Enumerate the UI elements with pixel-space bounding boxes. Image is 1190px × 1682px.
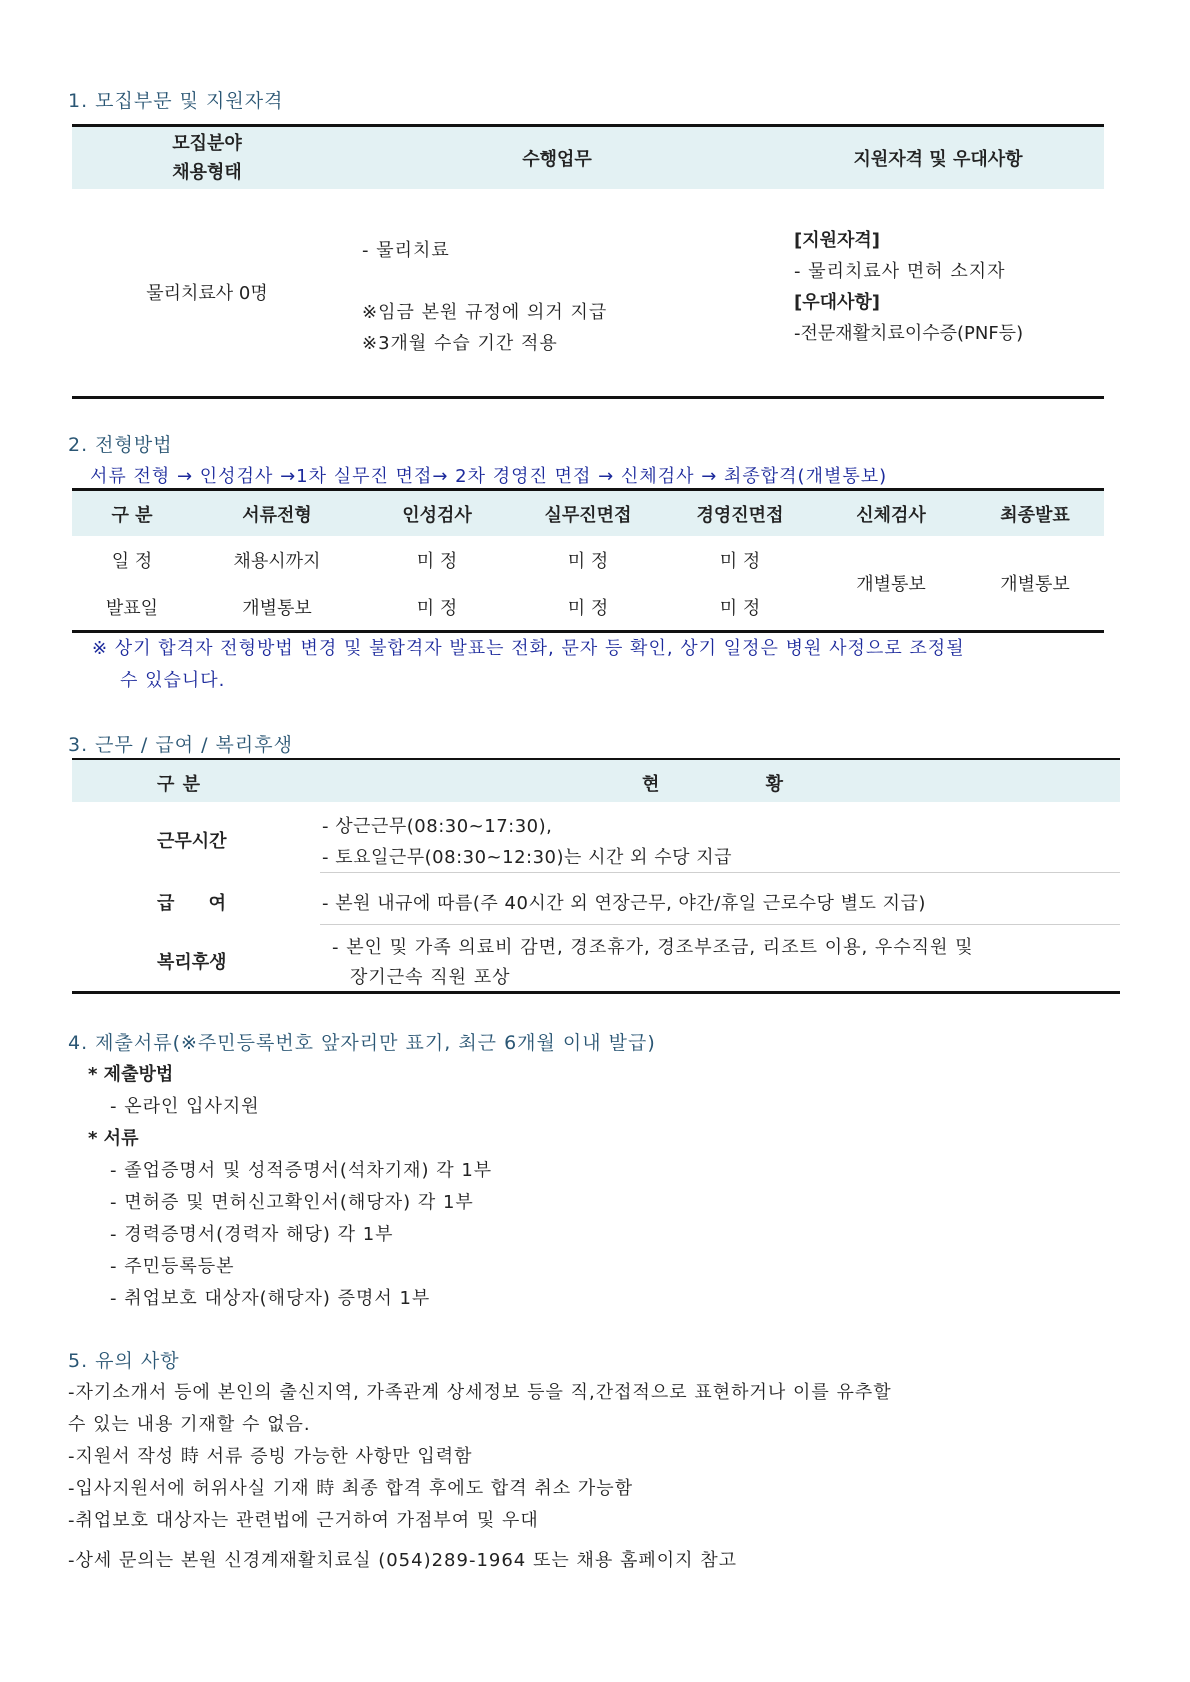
schedule-personality: 미 정 (416, 551, 458, 572)
pref-heading: [우대사항] (794, 292, 881, 313)
recruit-header-qualifications: 지원자격 및 우대사항 (772, 127, 1104, 189)
recruit-header-field (72, 127, 342, 189)
benefits-label: 복리후생 (157, 952, 227, 973)
salary-divider (320, 924, 1120, 925)
benefits-line2: 장기근속 직원 포상 (350, 967, 511, 988)
selection-header-documents: 서류전형 (192, 491, 362, 536)
work-hours-label: 근무시간 (157, 831, 227, 852)
notice-line: -자기소개서 등에 본인의 출신지역, 가족관계 상세정보 등을 직,간접적으로 표현하거나 이를 유추할 (68, 1382, 892, 1403)
section2-title: 2. 전형방법 (68, 434, 173, 456)
notice-line: -지원서 작성 時 서류 증빙 가능한 사항만 입력함 (68, 1446, 473, 1467)
salary-line1: - 본원 내규에 따름(주 40시간 외 연장근무, 야간/휴일 근로수당 별도 지급) (322, 893, 926, 914)
section3-title: 3. 근무 / 급여 / 복리후생 (68, 734, 293, 756)
selection-header-staff-interview: 실무진면접 (512, 491, 664, 536)
selection-header-personality: 인성검사 (362, 491, 512, 536)
section3-header-status: 현 황 (642, 774, 784, 795)
section3-header-bg (72, 760, 1120, 802)
selection-header-physical: 신체검사 (816, 491, 966, 536)
header-field-line1: 모집분야 (172, 133, 242, 154)
selection-row-schedule (72, 536, 1104, 584)
submission-method-heading: * 제출방법 (88, 1064, 174, 1085)
notice-line: -입사지원서에 허위사실 기재 時 최종 합격 후에도 합격 취소 가능함 (68, 1478, 634, 1499)
recruit-field: 물리치료사 0명 (146, 282, 268, 304)
selection-header-final: 최종발표 (966, 491, 1104, 536)
salary-label: 급 여 (157, 893, 227, 914)
work-hours-line1: - 상근근무(08:30~17:30), (322, 816, 553, 837)
section4-title: 4. 제출서류(※주민등록번호 앞자리만 표기, 최근 6개월 이내 발급) (68, 1032, 656, 1054)
duty-note-probation: ※3개월 수습 기간 적용 (362, 333, 558, 354)
pref-item: -전문재활치료이수증(PNF등) (794, 323, 1024, 344)
announce-personality: 미 정 (416, 598, 458, 619)
announce-exec-interview: 미 정 (719, 598, 761, 619)
selection-header-exec-interview: 경영진면접 (664, 491, 816, 536)
schedule-documents: 채용시까지 (233, 551, 321, 572)
announce-label: 발표일 (105, 598, 159, 619)
schedule-staff-interview: 미 정 (567, 551, 609, 572)
section1-title: 1. 모집부문 및 지원자격 (68, 90, 284, 112)
header-field-line2: 채용형태 (172, 162, 242, 183)
section2-bottom-rule (72, 630, 1104, 633)
section3-header-category: 구 분 (157, 774, 202, 795)
selection-table-header (72, 491, 1104, 536)
section5-title: 5. 유의 사항 (68, 1350, 180, 1372)
duty-note-wage: ※임금 본원 규정에 의거 지급 (362, 302, 608, 323)
physical-exam-merged: 개별통보 (856, 574, 926, 595)
document-item: - 경력증명서(경력자 해당) 각 1부 (110, 1224, 394, 1245)
document-item: - 주민등록등본 (110, 1256, 235, 1277)
benefits-line1: - 본인 및 가족 의료비 감면, 경조휴가, 경조부조금, 리조트 이용, 우수직원 및 (332, 937, 974, 958)
section3-bottom-rule (72, 991, 1120, 994)
selection-header-category: 구 분 (72, 491, 192, 536)
announce-staff-interview: 미 정 (567, 598, 609, 619)
work-hours-line2: - 토요일근무(08:30~12:30)는 시간 외 수당 지급 (322, 847, 733, 868)
notice-line: -취업보호 대상자는 관련법에 근거하여 가점부여 및 우대 (68, 1510, 539, 1531)
announce-documents: 개별통보 (242, 598, 312, 619)
recruit-header-duties: 수행업무 (342, 127, 772, 189)
duty-item: - 물리치료 (362, 240, 450, 261)
qual-heading: [지원자격] (794, 230, 881, 251)
recruit-duties-cell (342, 189, 772, 400)
contact-line: -상세 문의는 본원 신경계재활치료실 (054)289-1964 또는 채용 홈페이지 참고 (68, 1550, 738, 1571)
final-result-merged: 개별통보 (1000, 574, 1070, 595)
selection-note-line2: 수 있습니다. (120, 670, 226, 691)
submission-method-item: - 온라인 입사지원 (110, 1096, 260, 1117)
selection-flow: 서류 전형 → 인성검사 →1차 실무진 면접→ 2차 경영진 면접 → 신체검사 → 최종합격(개별통보) (90, 466, 888, 487)
schedule-exec-interview: 미 정 (719, 551, 761, 572)
document-item: - 취업보호 대상자(해당자) 증명서 1부 (110, 1288, 431, 1309)
selection-table (72, 491, 1104, 630)
notice-line: 수 있는 내용 기재할 수 없음. (68, 1414, 311, 1435)
work-hours-divider (320, 872, 1120, 873)
recruit-table-header (72, 127, 1104, 189)
schedule-label: 일 정 (111, 551, 153, 572)
selection-note-line1: ※ 상기 합격자 전형방법 변경 및 불합격자 발표는 전화, 문자 등 확인, 상기 일정은 병원 사정으로 조정될 (92, 638, 965, 659)
qual-item: - 물리치료사 면허 소지자 (794, 261, 1006, 282)
documents-heading: * 서류 (88, 1128, 139, 1149)
section1-bottom-rule (72, 396, 1104, 399)
document-item: - 졸업증명서 및 성적증명서(석차기재) 각 1부 (110, 1160, 493, 1181)
recruit-row (72, 189, 1104, 400)
document-item: - 면허증 및 면허신고확인서(해당자) 각 1부 (110, 1192, 474, 1213)
